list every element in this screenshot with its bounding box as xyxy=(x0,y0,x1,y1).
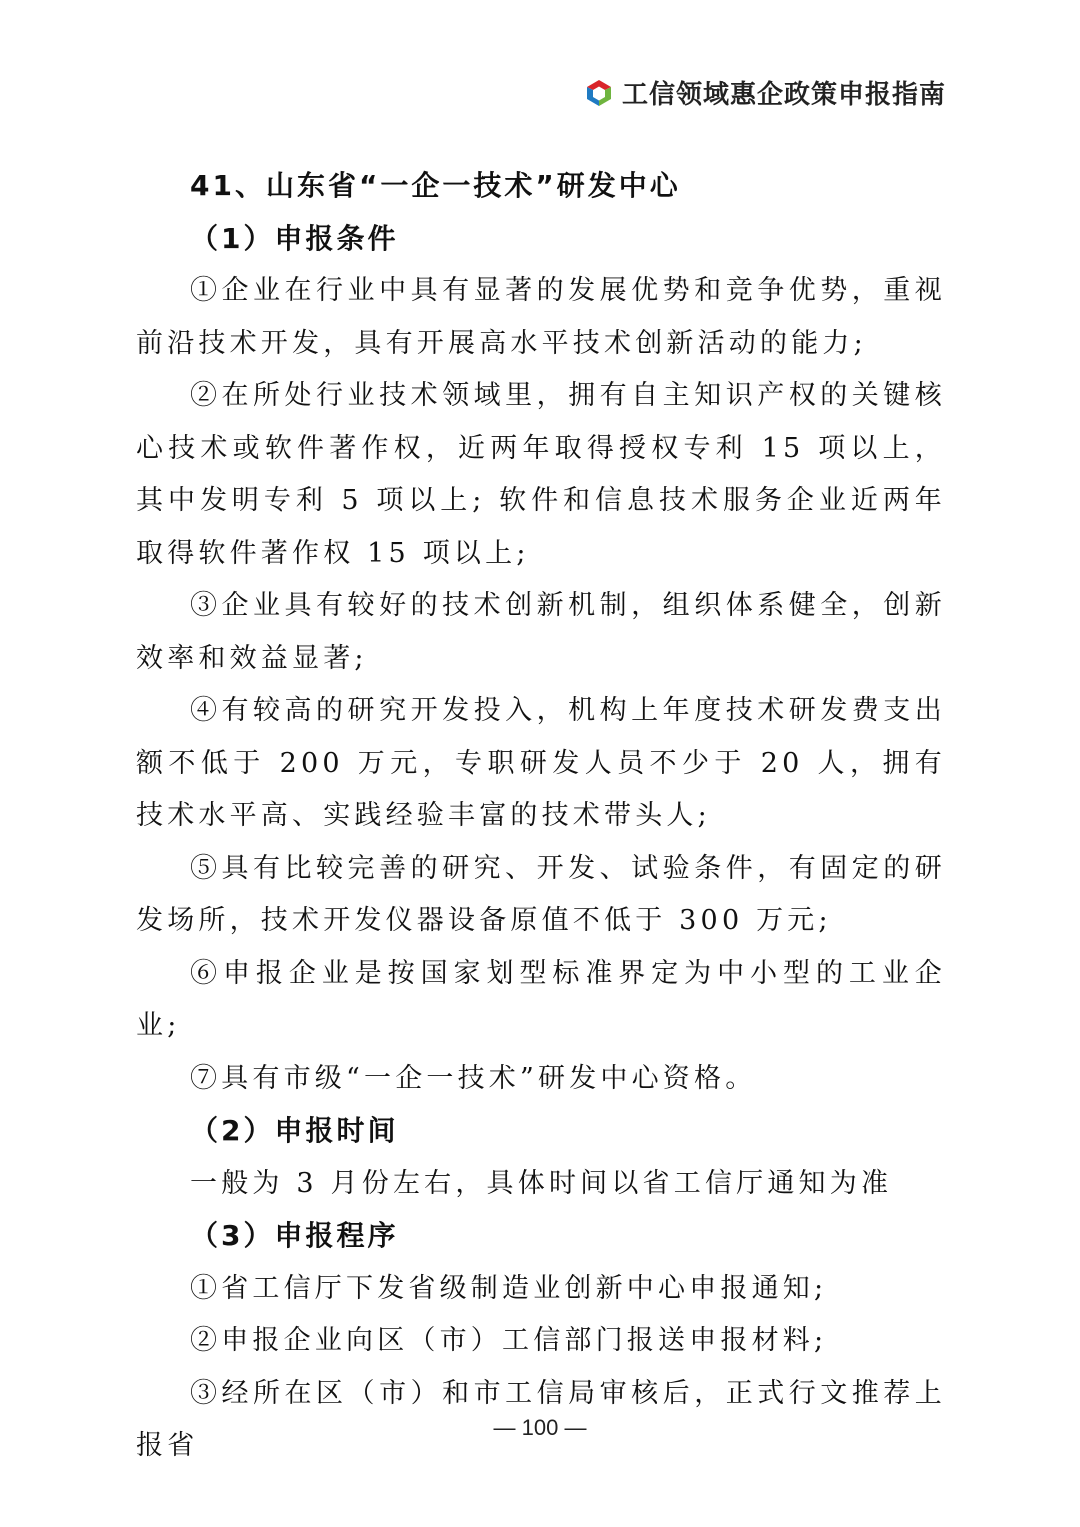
procedure-item: ①省工信厅下发省级制造业创新中心申报通知; xyxy=(190,1272,828,1304)
conditions-heading: （1）申报条件 xyxy=(190,221,399,255)
condition-item: ⑤具有比较完善的研究、开发、试验条件，有固定的研发场所，技术开发仪器设备原值不低于 300 万元; xyxy=(136,852,946,936)
section-title: 41、山东省“一企一技术”研发中心 xyxy=(190,169,681,202)
condition-item: ②在所处行业技术领域里，拥有自主知识产权的关键核心技术或软件著作权，近两年取得授权专利 15 项以上，其中发明专利 5 项以上; 软件和信息技术服务企业近两年取得软件著作权 15 项以上; xyxy=(136,380,946,569)
procedure-heading: （3）申报程序 xyxy=(190,1219,399,1252)
document-logo-icon xyxy=(584,78,614,108)
condition-item: ③企业具有较好的技术创新机制，组织体系健全，创新效率和效益显著; xyxy=(136,590,946,674)
time-text: 一般为 3 月份左右，具体时间以省工信厅通知为准 xyxy=(190,1167,893,1199)
time-heading: （2）申报时间 xyxy=(190,1114,399,1147)
page-header xyxy=(584,74,946,111)
condition-item: ④有较高的研究开发投入，机构上年度技术研发费支出额不低于 200 万元，专职研发人员不少于 20 人，拥有技术水平高、实践经验丰富的技术带头人; xyxy=(136,695,946,831)
procedure-item: ③经所在区（市）和市工信局审核后，正式行文推荐上报省 xyxy=(136,1377,946,1461)
page-number: — 100 — xyxy=(493,1415,587,1440)
condition-item: ⑥申报企业是按国家划型标准界定为中小型的工业企业; xyxy=(136,957,946,1041)
header-title: 工信领域惠企政策申报指南 xyxy=(621,80,946,110)
document-body xyxy=(136,160,946,1473)
condition-item: ⑦具有市级“一企一技术”研发中心资格。 xyxy=(190,1062,757,1094)
condition-item: ①企业在行业中具有显著的发展优势和竞争优势，重视前沿技术开发，具有开展高水平技术创新活动的能力; xyxy=(136,275,946,359)
procedure-item: ②申报企业向区（市）工信部门报送申报材料; xyxy=(190,1325,828,1356)
